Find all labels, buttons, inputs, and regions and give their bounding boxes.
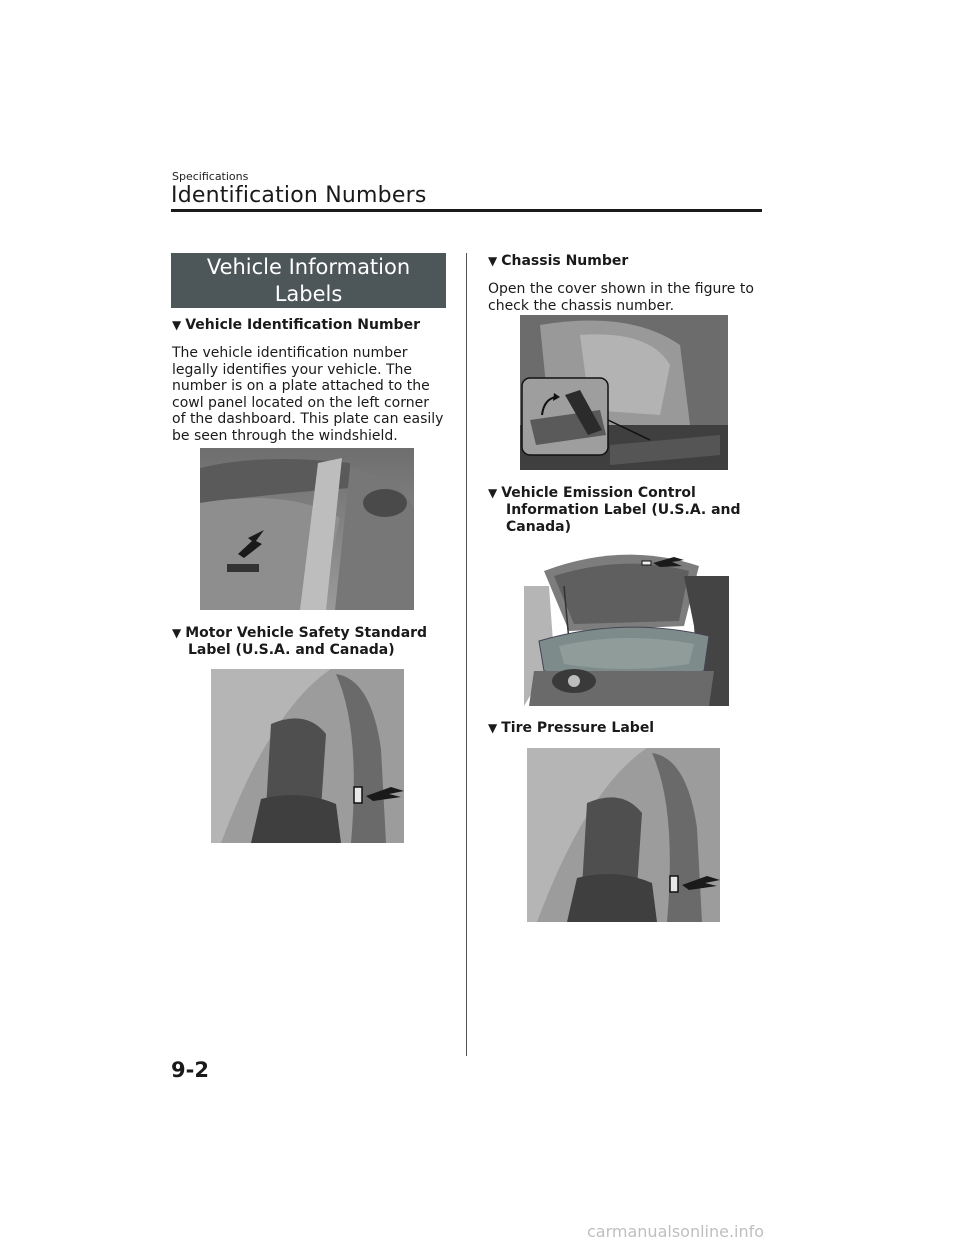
chassis-paragraph [488, 281, 754, 314]
emission-label-figure [524, 546, 729, 706]
watermark: carmanualsonline.info [587, 1222, 765, 1241]
emission-heading-line-1: Vehicle Emission Control [501, 485, 696, 501]
vin-heading-text: Vehicle Identification Number [185, 317, 420, 333]
page-title: Identification Numbers [171, 183, 427, 208]
vin-line: number is on a plate attached to the [172, 378, 430, 394]
title-rule [171, 209, 762, 212]
emission-label-marker [642, 561, 651, 565]
vin-plate-marker [227, 564, 259, 572]
vin-line: cowl panel located on the left corner [172, 394, 429, 411]
mvss-heading-line-1: Motor Vehicle Safety Standard [185, 625, 428, 641]
vin-line: legally identifies your vehicle. The [172, 361, 413, 378]
tire-heading-text: Tire Pressure Label [501, 720, 655, 736]
chassis-line: check the chassis number. [488, 297, 675, 314]
vin-plate-figure [200, 448, 414, 610]
emission-heading-line-2: Information Label (U.S.A. and [506, 502, 741, 518]
mvss-heading-line-2: Label (U.S.A. and Canada) [188, 642, 395, 658]
triangle-marker-icon: ▼ [172, 318, 182, 332]
triangle-marker-icon: ▼ [488, 721, 498, 735]
mvss-label-figure [211, 669, 404, 843]
column-divider [466, 253, 467, 1056]
chassis-heading [488, 253, 628, 270]
banner-line-1: Vehicle Information [206, 254, 411, 279]
vin-heading [172, 317, 420, 334]
tire-heading [488, 720, 654, 737]
vin-line: of the dashboard. This plate can easily [172, 411, 444, 427]
mvss-label-marker [354, 787, 362, 803]
emission-heading-line-3: Canada) [506, 519, 572, 535]
tire-label-marker [670, 876, 678, 892]
triangle-marker-icon: ▼ [488, 486, 498, 500]
chassis-heading-text: Chassis Number [501, 253, 629, 269]
section-label: Specifications [172, 170, 249, 183]
banner-line-2: Labels [274, 281, 343, 306]
page-number: 9-2 [171, 1058, 209, 1082]
triangle-marker-icon: ▼ [172, 626, 182, 640]
mvss-heading [172, 625, 427, 659]
vin-paragraph [172, 345, 443, 444]
chassis-line: Open the cover shown in the figure to [488, 281, 754, 297]
section-banner [171, 253, 446, 308]
tire-pressure-figure [527, 748, 720, 922]
vin-line: be seen through the windshield. [172, 427, 398, 444]
triangle-marker-icon: ▼ [488, 254, 498, 268]
emission-heading [488, 485, 741, 536]
chassis-number-figure [520, 315, 728, 470]
vin-line: The vehicle identification number [172, 345, 408, 361]
